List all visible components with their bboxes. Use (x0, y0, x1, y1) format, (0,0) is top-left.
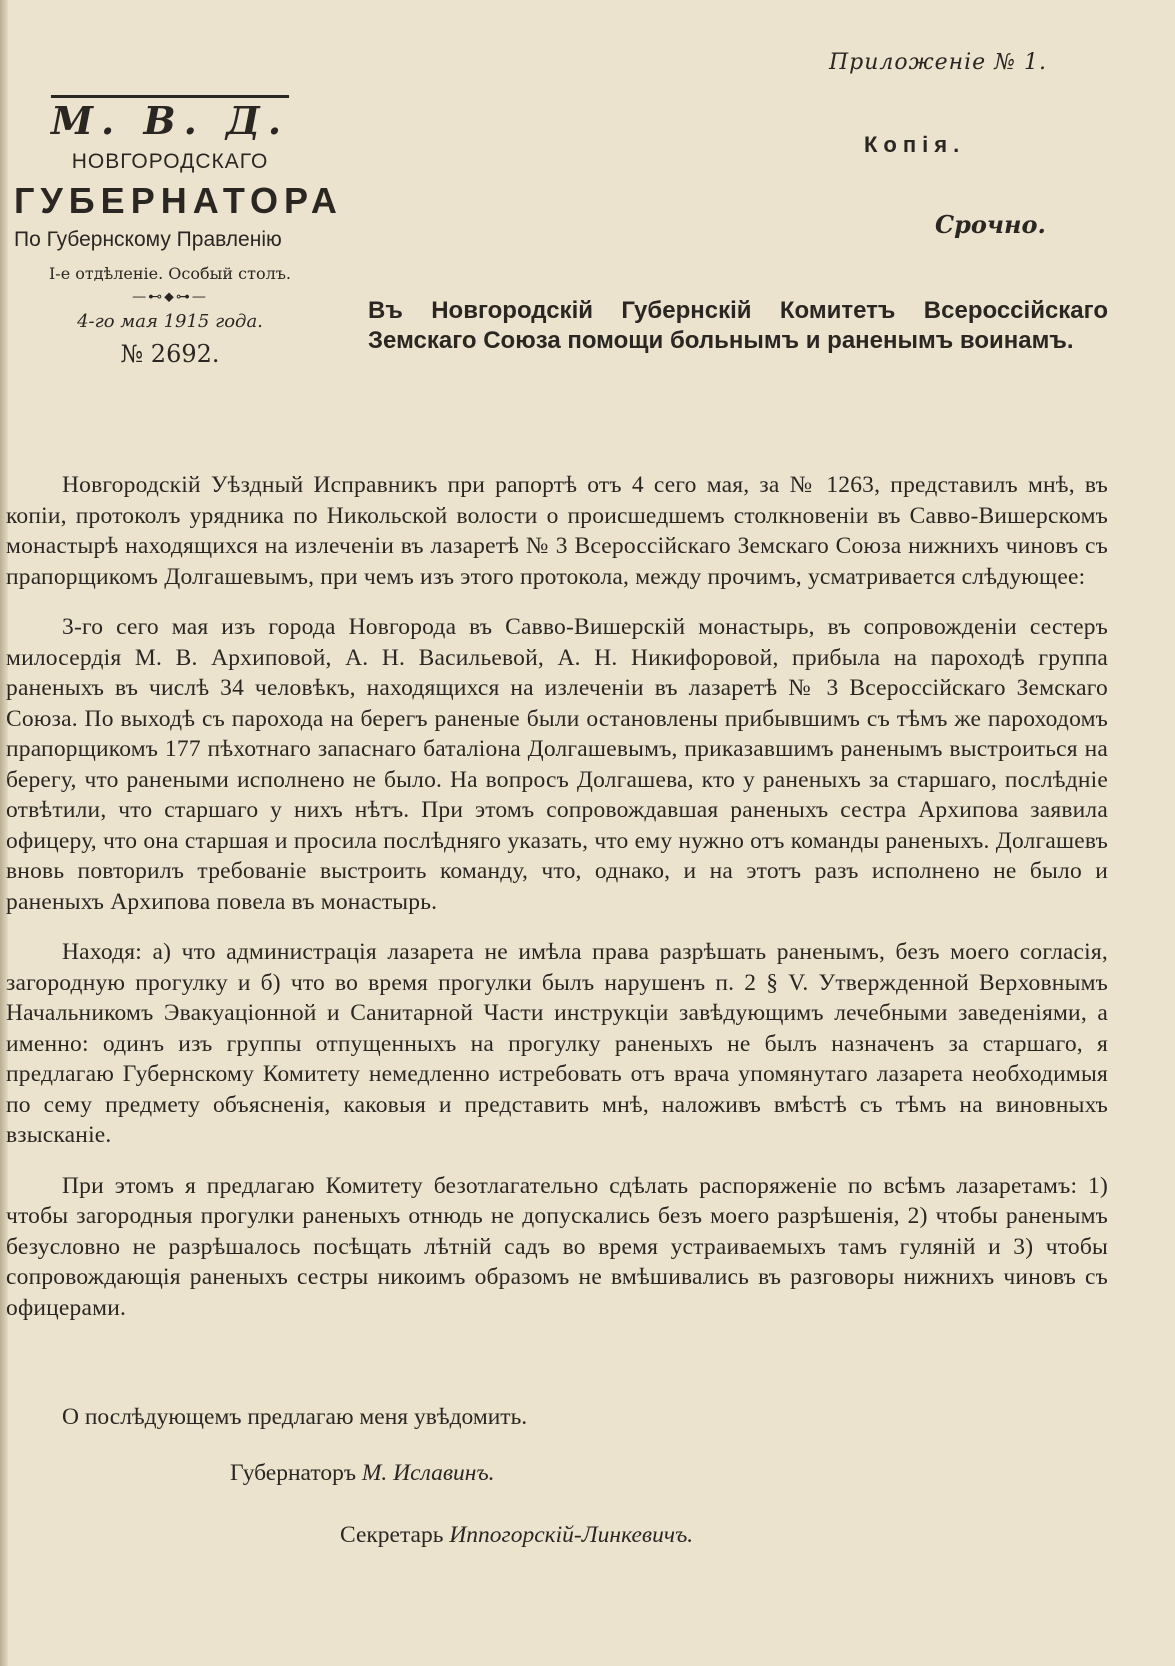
letterhead-line-3: По Губернскому Правленію (14, 227, 282, 251)
body-paragraph-1: Новгородскій Уѣздный Исправникъ при рапортѣ отъ 4 сего мая, за № 1263, представилъ мнѣ, въ копіи, протоколъ урядника по Никольской волости о происшедшемъ столкновеніи въ Савво-Вишерскомъ монастырѣ находящихся на излеченіи въ лазаретѣ № 3 Всероссійскаго Земскаго Союза нижнихъ чиновъ съ прапорщикомъ Долгашевымъ, при чемъ изъ этого протокола, между прочимъ, усматривается слѣдующее: (6, 472, 1108, 590)
secretary-title: Секретарь (340, 1522, 444, 1548)
governor-signature (230, 1460, 495, 1487)
urgent-label: Срочно. (935, 210, 1046, 239)
letter-date: 4-го мая 1915 года. (77, 310, 263, 332)
body-paragraph-2: 3-го сего мая изъ города Новгорода въ Савво-Вишерскій монастырь, въ сопровожденіи сестеръ милосердія М. В. Архиповой, А. Н. Васильевой, А. Н. Никифоровой, прибыла на пароходѣ группа раненыхъ въ числѣ 34 человѣкъ, находящихся на излеченіи въ лазаретѣ № 3 Всероссійскаго Земскаго Союза. По выходѣ съ парохода на берегъ раненые были остановлены прибывшимъ съ тѣмъ же пароходомъ прапорщикомъ 177 пѣхотнаго запаснаго баталіона Долгашевымъ, приказавшимъ раненымъ выстроиться на берегу, что ранеными исполнено не было. На вопросъ Долгашева, кто у раненыхъ за старшаго, послѣдніе отвѣтили, что старшаго у нихъ нѣтъ. При этомъ сопровождавшая раненыхъ сестра Архипова заявила офицеру, что она старшая и просила послѣдняго указать, что ему нужно отъ команды раненыхъ. Долгашевъ вновь повторилъ требованіе выстроить команду, что, однако, и на этотъ разъ исполнено не было и раненыхъ Архипова повела въ монастырь. (6, 614, 1108, 915)
letter-body (6, 470, 1108, 1343)
body-paragraph-3: Находя: а) что администрація лазарета не имѣла права разрѣшать раненымъ, безъ моего согласія, загородную прогулку и б) что во время прогулки былъ нарушенъ п. 2 § V. Утвержденной Верховнымъ Начальникомъ Эвакуаціонной и Санитарной Части инструкціи завѣдующимъ лечебными заведеніями, а именно: одинъ изъ группы отпущенныхъ на прогулку раненыхъ не былъ назначенъ за старшаго, я предлагаю Губернскому Комитету немедленно истребовать отъ врача упомянутаго лазарета необходимыя по сему предмету объясненія, каковыя и представить мнѣ, наложивъ вмѣстѣ съ тѣмъ на виновныхъ взысканіе. (6, 939, 1108, 1148)
ministry-monogram: М. В. Д. (50, 98, 290, 143)
letter-number: № 2692. (120, 339, 220, 368)
letterhead-line-2: ГУБЕРНАТОРА (14, 179, 343, 221)
letterhead-line-4: I-е отдѣленіе. Особый столъ. (48, 263, 292, 283)
governor-name: М. Иславинъ. (361, 1460, 495, 1486)
governor-title: Губернаторъ (230, 1460, 356, 1486)
body-paragraph-4: При этомъ я предлагаю Комитету безотлагательно сдѣлать распоряженіе по всѣмъ лазаретамъ: 1) чтобы загородныя прогулки раненыхъ отнюдь не допускались безъ моего разрѣшенія, 2) чтобы раненымъ безусловно не разрѣшалось посѣщать лѣтній садъ во время устраиваемыхъ тамъ гуляній и 3) чтобы сопровождающія раненыхъ сестры никоимъ образомъ не вмѣшивались въ разговоры нижнихъ чиновъ съ офицерами. (6, 1172, 1108, 1321)
addressee-block: Въ Новгородскій Губернскій Комитетъ Всероссійскаго Земскаго Союза помощи больнымъ и раненымъ воинамъ. (368, 297, 1108, 354)
closing-line: О послѣдующемъ предлагаю меня увѣдомить. (62, 1404, 528, 1430)
ornament-divider: —⊷⬥⊶— (132, 288, 208, 305)
secretary-name: Иппогорскій-Линкевичъ. (449, 1522, 694, 1548)
appendix-label: Приложеніе № 1. (828, 50, 1047, 75)
secretary-signature (340, 1522, 693, 1549)
copy-label: Копія. (864, 132, 966, 157)
letterhead-line-1: НОВГОРОДСКАГО (71, 149, 269, 173)
letterhead (14, 98, 343, 368)
